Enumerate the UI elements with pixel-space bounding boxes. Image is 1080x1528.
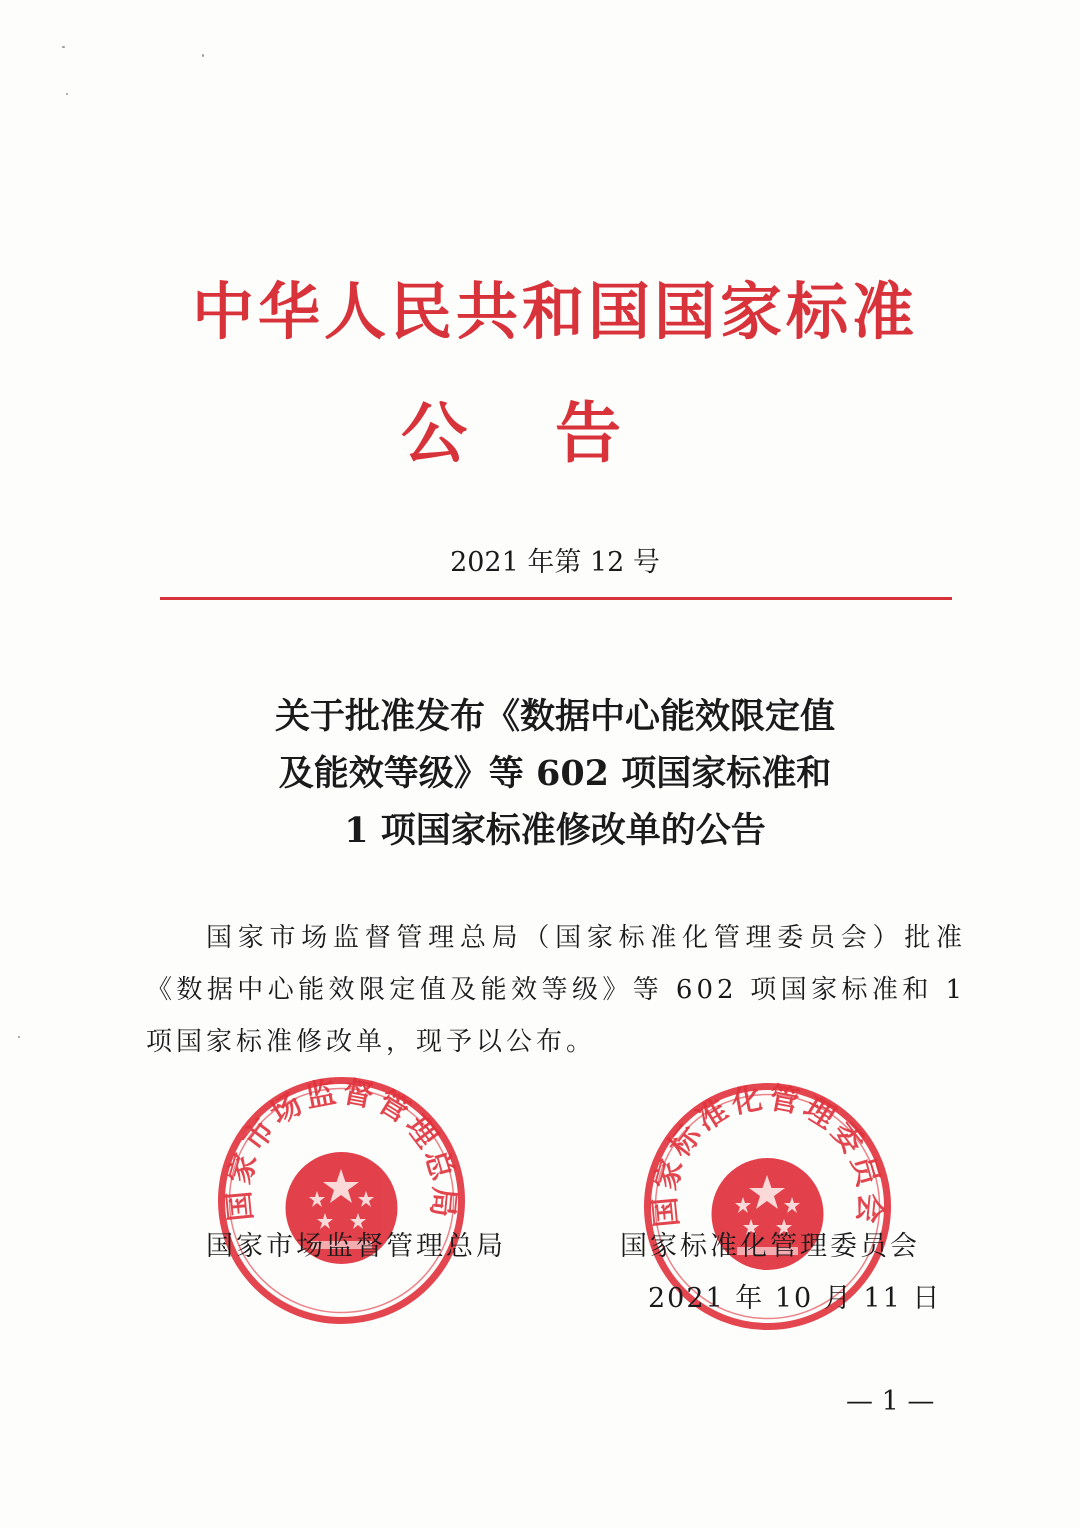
signature-date: 2021 年 10 月 11 日 — [648, 1283, 942, 1314]
scan-speck — [66, 93, 68, 95]
red-divider-line — [160, 597, 952, 600]
subject-line: 关于批准发布《数据中心能效限定值 — [274, 696, 835, 737]
signature-samr: 国家市场监督管理总局 — [206, 1231, 506, 1262]
header-subtitle: 公告 — [401, 394, 709, 472]
seal-lettering: 国家标准化管理委员会 — [647, 1080, 888, 1229]
document-number: 2021 年第 12 号 — [450, 547, 660, 578]
announcement-subject — [140, 688, 970, 859]
page-number: — 1 — — [846, 1386, 935, 1417]
subject-line: 1 项国家标准修改单的公告 — [344, 810, 766, 851]
scan-speck — [202, 54, 204, 57]
signature-sac: 国家标准化管理委员会 — [620, 1231, 920, 1262]
seal-lettering: 国家市场监督管理总局 — [221, 1074, 462, 1223]
scan-speck — [62, 46, 65, 48]
seal-samr — [214, 1073, 469, 1328]
announcement-body: 国家市场监督管理总局（国家标准化管理委员会）批准《数据中心能效限定值及能效等级》等 602 项国家标准和 1 项国家标准修改单，现予以公布。 — [146, 923, 966, 1057]
header-title: 中华人民共和国国家标准 — [191, 275, 918, 348]
subject-line: 及能效等级》等 602 项国家标准和 — [278, 753, 832, 794]
scan-speck — [18, 1036, 20, 1038]
